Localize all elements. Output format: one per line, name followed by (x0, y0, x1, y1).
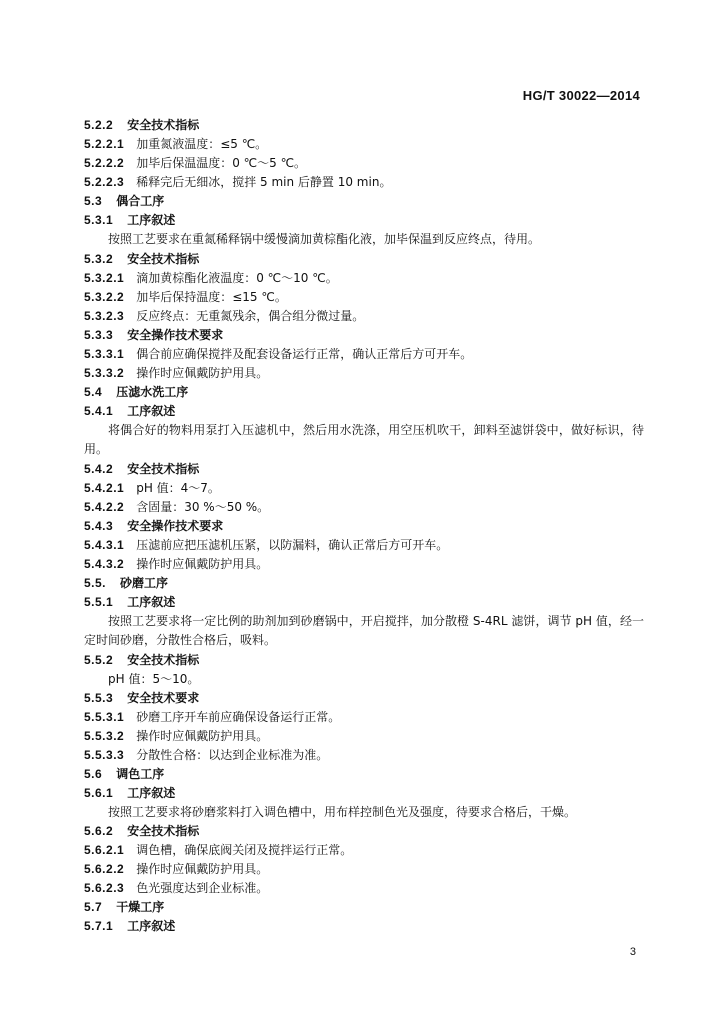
section-heading (84, 917, 644, 936)
clause-item (84, 173, 644, 192)
section-number: 5.6.1 (84, 785, 114, 800)
section-number: 5.5.2 (84, 652, 114, 667)
section-heading (84, 689, 644, 708)
clause-text: 加重氮液温度：≤5 ℃。 (136, 137, 268, 151)
section-heading (84, 651, 644, 670)
section-heading (84, 574, 644, 593)
section-heading (84, 326, 644, 345)
clause-item (84, 746, 644, 765)
clause-text: 操作时应佩戴防护用具。 (136, 556, 269, 571)
clause-item (84, 269, 644, 288)
section-heading (84, 517, 644, 536)
section-heading (84, 116, 644, 135)
section-title: 砂磨工序 (120, 575, 169, 590)
clause-number: 5.4.3.1 (84, 537, 125, 552)
clause-item (84, 879, 644, 898)
clause-text: 操作时应佩戴防护用具。 (136, 728, 269, 743)
document-body (84, 116, 644, 936)
clause-item (84, 364, 644, 383)
clause-item (84, 307, 644, 326)
clause-item (84, 345, 644, 364)
section-heading (84, 784, 644, 803)
clause-item (84, 498, 644, 517)
paragraph: 按照工艺要求将一定比例的助剂加到砂磨锅中，开启搅拌，加分散橙 S-4RL 滤饼，调节 pH 值，经一定时间砂磨，分散性合格后，吸料。 (84, 613, 644, 647)
clause-number: 5.5.3.1 (84, 709, 125, 724)
clause-item (84, 727, 644, 746)
section-heading (84, 822, 644, 841)
clause-item (84, 860, 644, 879)
clause-number: 5.2.2.3 (84, 175, 125, 189)
clause-number: 5.6.2.1 (84, 843, 125, 857)
section-heading (84, 192, 644, 211)
section-number: 5.3 (84, 194, 103, 208)
section-title: 工序叙述 (127, 785, 176, 800)
clause-text: 色光强度达到企业标准。 (136, 881, 269, 895)
clause-item (84, 154, 644, 173)
clause-number: 5.5.3.3 (84, 747, 125, 762)
clause-item (84, 288, 644, 307)
clause-text: 压滤前应把压滤机压紧，以防漏料，确认正常后方可开车。 (136, 537, 449, 552)
section-title: 安全技术指标 (127, 824, 200, 838)
clause-number: 5.4.3.2 (84, 556, 125, 571)
section-heading (84, 383, 644, 402)
clause-number: 5.2.2.1 (84, 137, 125, 151)
clause-text: 加毕后保温温度：0 ℃～5 ℃。 (136, 156, 307, 170)
section-number: 5.5.1 (84, 594, 114, 609)
section-number: 5.4.3 (84, 518, 114, 533)
plain-text-line: pH 值：5～10。 (108, 671, 200, 686)
section-title: 工序叙述 (127, 594, 176, 609)
clause-item (84, 135, 644, 154)
section-heading (84, 402, 644, 421)
section-title: 安全操作技术要求 (127, 518, 224, 533)
section-number: 5.3.3 (84, 327, 114, 342)
clause-number: 5.3.3.2 (84, 365, 125, 380)
section-heading (84, 250, 644, 269)
section-number: 5.4.1 (84, 403, 114, 418)
clause-text: 滴加黄棕酯化液温度：0 ℃～10 ℃。 (136, 270, 338, 285)
clause-text: 操作时应佩戴防护用具。 (136, 862, 269, 876)
paragraph: 按照工艺要求将砂磨浆料打入调色槽中，用布样控制色光及强度，待要求合格后，干燥。 (108, 804, 577, 819)
section-heading (84, 898, 644, 917)
section-number: 5.3.1 (84, 213, 114, 227)
section-heading (84, 460, 644, 479)
section-number: 5.7 (84, 900, 103, 914)
clause-number: 5.5.3.2 (84, 728, 125, 743)
section-title: 安全技术指标 (127, 461, 200, 476)
section-number: 5.7.1 (84, 919, 114, 933)
section-title: 调色工序 (116, 766, 165, 781)
section-number: 5.5.3 (84, 690, 114, 705)
section-title: 安全技术指标 (127, 118, 200, 132)
clause-text: 调色槽，确保底阀关闭及搅拌运行正常。 (136, 843, 353, 857)
clause-text: 含固量：30 %～50 %。 (136, 499, 270, 514)
paragraph: 按照工艺要求在重氮稀释锅中缓慢滴加黄棕酯化液，加毕保温到反应终点，待用。 (108, 232, 541, 246)
clause-text: 加毕后保持温度：≤15 ℃。 (136, 289, 287, 304)
section-number: 5.2.2 (84, 118, 114, 132)
section-number: 5.4 (84, 384, 103, 399)
section-number: 5.3.2 (84, 251, 114, 266)
section-title: 安全操作技术要求 (127, 327, 224, 342)
section-heading (84, 593, 644, 612)
clause-number: 5.3.3.1 (84, 346, 125, 361)
clause-text: 分散性合格：以达到企业标准为准。 (136, 747, 329, 762)
clause-number: 5.2.2.2 (84, 156, 125, 170)
clause-text: 反应终点：无重氮残余，偶合组分微过量。 (136, 308, 365, 323)
section-title: 安全技术指标 (127, 652, 200, 667)
section-number: 5.4.2 (84, 461, 114, 476)
clause-item (84, 536, 644, 555)
section-title: 工序叙述 (127, 403, 176, 418)
section-title: 干燥工序 (116, 900, 165, 914)
clause-item (84, 708, 644, 727)
clause-text: pH 值：4～7。 (136, 480, 220, 495)
page-number: 3 (629, 946, 636, 958)
section-number: 5.5. (84, 575, 107, 590)
section-number: 5.6.2 (84, 824, 114, 838)
section-title: 工序叙述 (127, 213, 176, 227)
clause-item (84, 479, 644, 498)
clause-number: 5.3.2.1 (84, 270, 125, 285)
clause-text: 稀释完后无细冰，搅拌 5 min 后静置 10 min。 (136, 175, 392, 189)
clause-number: 5.4.2.1 (84, 480, 125, 495)
section-heading (84, 765, 644, 784)
section-title: 安全技术指标 (127, 251, 200, 266)
clause-item (84, 841, 644, 860)
clause-text: 砂磨工序开车前应确保设备运行正常。 (136, 709, 341, 724)
clause-number: 5.3.2.3 (84, 308, 125, 323)
clause-number: 5.3.2.2 (84, 289, 125, 304)
section-title: 工序叙述 (127, 919, 176, 933)
clause-text: 操作时应佩戴防护用具。 (136, 365, 269, 380)
clause-number: 5.4.2.2 (84, 499, 125, 514)
clause-number: 5.6.2.2 (84, 862, 125, 876)
section-title: 偶合工序 (116, 194, 165, 208)
clause-number: 5.6.2.3 (84, 881, 125, 895)
section-number: 5.6 (84, 766, 103, 781)
clause-text: 偶合前应确保搅拌及配套设备运行正常，确认正常后方可开车。 (136, 346, 473, 361)
section-title: 压滤水洗工序 (116, 384, 189, 399)
section-title: 安全技术要求 (127, 690, 200, 705)
paragraph: 将偶合好的物料用泵打入压滤机中，然后用水洗涤，用空压机吹干，卸料至滤饼袋中，做好标识，待用。 (84, 422, 644, 456)
clause-item (84, 555, 644, 574)
document-code: HG/T 30022—2014 (522, 88, 640, 103)
section-heading (84, 211, 644, 230)
